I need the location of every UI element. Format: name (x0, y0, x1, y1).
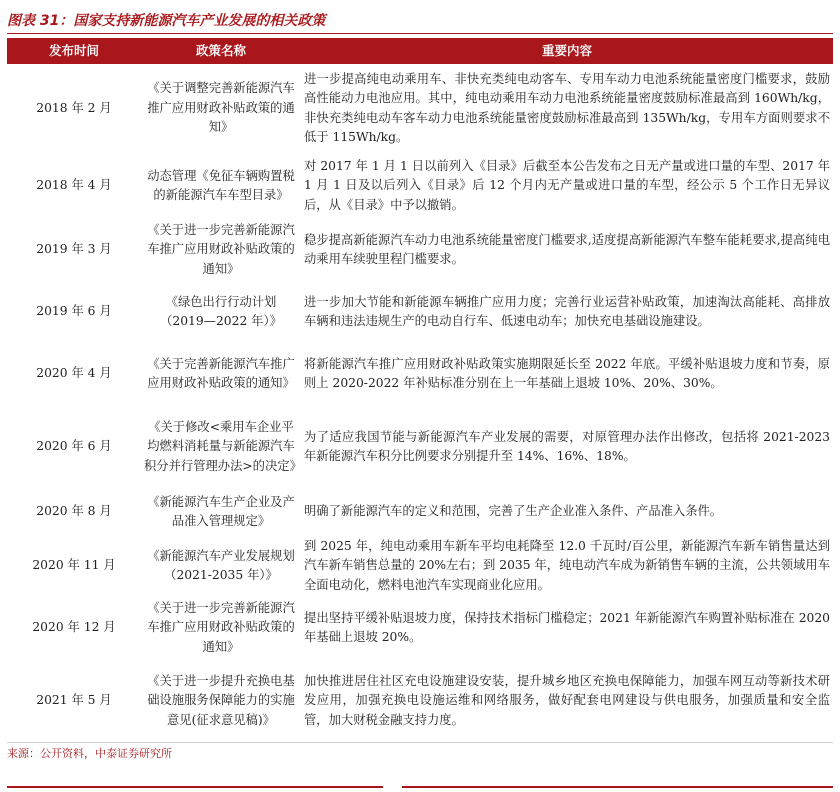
chart-title: 图表 31：国家支持新能源汽车产业发展的相关政策 (7, 13, 326, 29)
row-policy-name: 《关于进一步完善新能源汽车推广应用财政补贴政策的通知》 (147, 222, 295, 276)
row-date: 2020 年 4 月 (36, 366, 112, 381)
row-date: 2018 年 4 月 (36, 178, 112, 193)
table-row (7, 64, 833, 153)
table-row (7, 405, 833, 489)
table-row (7, 659, 833, 743)
row-date: 2018 年 2 月 (36, 100, 112, 115)
row-content: 明确了新能源汽车的定义和范围，完善了生产企业准入条件、产品准入条件。 (304, 504, 723, 519)
table-row (7, 535, 833, 597)
row-content: 为了适应我国节能与新能源汽车产业发展的需要，对原管理办法作出修改，包括将 2021-2023 年新能源汽车积分比例要求分别提升至 14%、16%、18%。 (304, 429, 830, 463)
row-content: 进一步加大节能和新能源车辆推广应用力度；完善行业运营补贴政策，加速淘汰高能耗、高排放车辆和违法违规生产的电动自行车、低速电动车；加快充电基础设施建设。 (304, 294, 830, 328)
footer-rule-right (402, 786, 833, 788)
table-row (7, 343, 833, 405)
table-row (7, 281, 833, 343)
row-policy-name: 动态管理《免征车辆购置税的新能源汽车车型目录》 (147, 168, 295, 202)
row-content: 将新能源汽车推广应用财政补贴政策实施期限延长至 2022 年底。平缓补贴退坡力度和节奏，原则上 2020-2022 年补贴标准分别在上一年基础上退坡 10%、20%、30%。 (304, 356, 830, 390)
row-date: 2021 年 5 月 (36, 693, 112, 708)
row-date: 2020 年 11 月 (32, 558, 116, 573)
row-policy-name: 《绿色出行行动计划（2019—2022 年）》 (160, 294, 282, 328)
row-date: 2020 年 8 月 (36, 504, 112, 519)
footer-rule-left (7, 786, 383, 788)
table-row (7, 489, 833, 535)
table-row (7, 597, 833, 659)
header-date: 发布时间 (7, 38, 141, 64)
row-policy-name: 《新能源汽车产业发展规划（2021-2035 年）》 (147, 548, 295, 582)
row-content: 稳步提高新能源汽车动力电池系统能量密度门槛要求,适度提高新能源汽车整车能耗要求,提高纯电动乘用车续驶里程门槛要求。 (304, 232, 830, 266)
policy-table (7, 38, 833, 743)
table-row (7, 219, 833, 281)
row-content: 进一步提高纯电动乘用车、非快充类纯电动客车、专用车动力电池系统能量密度门槛要求，鼓励高性能动力电池应用。其中，纯电动乘用车动力电池系统能量密度鼓励标准最高到 160Wh/kg，非快充类纯电动车客车动力电池系统能量密度鼓励标准最高到 135Wh/kg，专用车方面则要求不低于 115Wh/kg。 (304, 71, 830, 144)
row-policy-name: 《关于进一步完善新能源汽车推广应用财政补贴政策的通知》 (147, 600, 295, 654)
row-content: 加快推进居住社区充电设施建设安装，提升城乡地区充换电保障能力，加强车网互动等新技术研发应用，加强充换电设施运维和网络服务，做好配套电网建设与供电服务，加强质量和安全监管，加大财税金融支持力度。 (304, 673, 830, 727)
row-date: 2019 年 3 月 (36, 242, 112, 257)
source-divider (7, 742, 833, 743)
row-date: 2019 年 6 月 (36, 304, 112, 319)
row-policy-name: 《新能源汽车生产企业及产品准入管理规定》 (147, 494, 295, 528)
row-policy-name: 《关于进一步提升充换电基础设施服务保障能力的实施意见(征求意见稿)》 (147, 673, 295, 727)
row-content: 到 2025 年，纯电动乘用车新车平均电耗降至 12.0 千瓦时/百公里，新能源汽车新车销售量达到汽车新车销售总量的 20%左右；到 2035 年，纯电动汽车成为新销售车辆的主流，公共领域用车全面电动化，燃料电池汽车实现商业化应用。 (304, 538, 830, 592)
row-policy-name: 《关于完善新能源汽车推广应用财政补贴政策的通知》 (147, 356, 295, 390)
row-date: 2020 年 12 月 (32, 620, 116, 635)
row-content: 提出坚持平缓补贴退坡力度，保持技术指标门槛稳定；2021 年新能源汽车购置补贴标准在 2020 年基础上退坡 20%。 (304, 610, 830, 644)
row-date: 2020 年 6 月 (36, 439, 112, 454)
title-divider (7, 33, 833, 34)
header-policy-name: 政策名称 (141, 38, 301, 64)
row-policy-name: 《关于修改<乘用车企业平均燃料消耗量与新能源汽车积分并行管理办法>的决定》 (144, 419, 302, 473)
table-header-row (7, 38, 833, 64)
source-note: 来源：公开资料，中泰证券研究所 (7, 747, 172, 760)
row-policy-name: 《关于调整完善新能源汽车推广应用财政补贴政策的通知》 (147, 81, 295, 135)
row-content: 对 2017 年 1 月 1 日以前列入《目录》后截至本公告发布之日无产量或进口量的车型、2017 年 1 月 1 日及以后列入《目录》后 12 个月内无产量或进口量的车型，经公示 5 个工作日无异议后，从《目录》中予以撤销。 (304, 158, 830, 212)
table-row (7, 153, 833, 219)
header-content: 重要内容 (301, 38, 833, 64)
